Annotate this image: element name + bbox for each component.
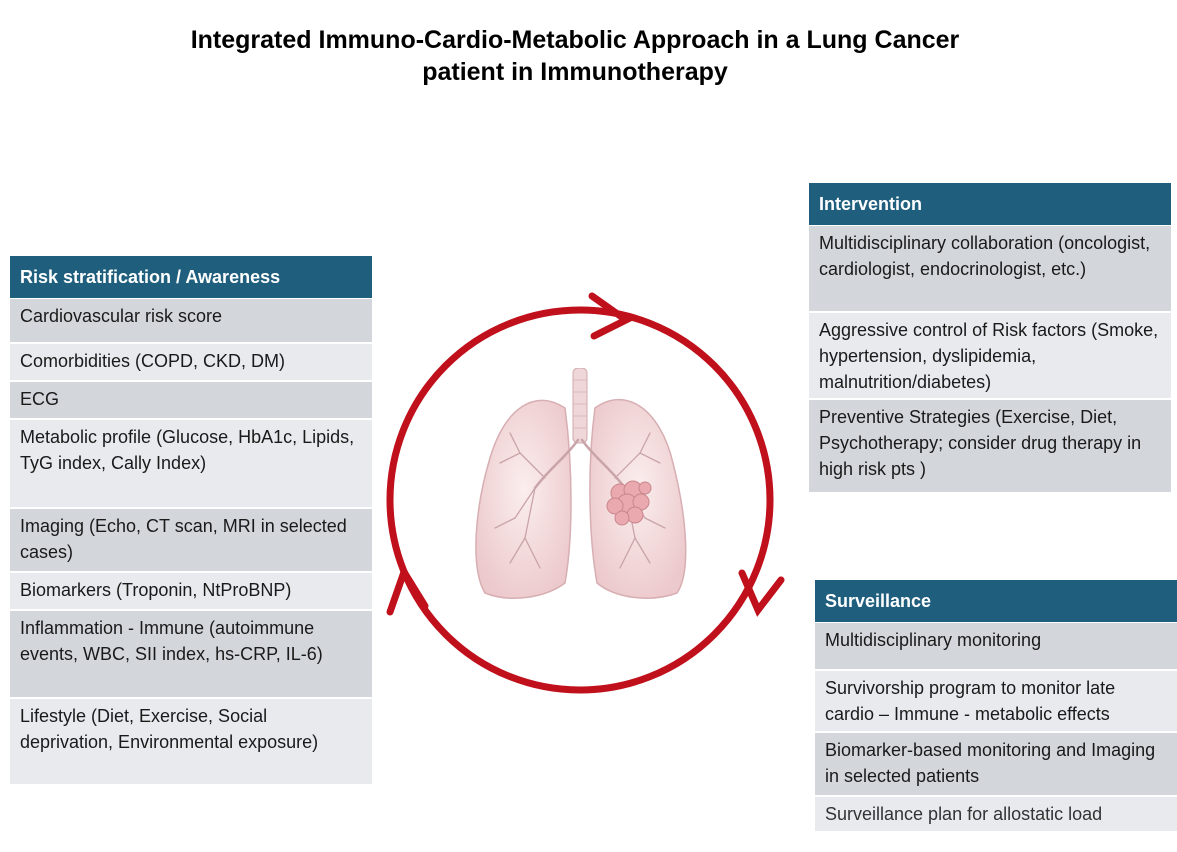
risk-item: Inflammation - Immune (autoimmune events, WBC, SII index, hs-CRP, IL-6): [10, 611, 372, 699]
surveillance-item: Surveillance plan for allostatic load: [815, 797, 1177, 833]
intervention-item: Aggressive control of Risk factors (Smoke, hypertension, dyslipidemia, malnutrition/diabetes): [809, 313, 1171, 400]
risk-item: Imaging (Echo, CT scan, MRI in selected cases): [10, 509, 372, 573]
surveillance-item: Multidisciplinary monitoring: [815, 623, 1177, 671]
surveillance-panel: [815, 580, 1177, 833]
intervention-header: Intervention: [809, 183, 1171, 226]
risk-item: Metabolic profile (Glucose, HbA1c, Lipids, TyG index, Cally Index): [10, 420, 372, 509]
risk-item: Comorbidities (COPD, CKD, DM): [10, 344, 372, 382]
diagram-title: [60, 24, 1090, 88]
intervention-item: Multidisciplinary collaboration (oncologist, cardiologist, endocrinologist, etc.): [809, 226, 1171, 313]
risk-item: Cardiovascular risk score: [10, 299, 372, 344]
intervention-item: Preventive Strategies (Exercise, Diet, Psychotherapy; consider drug therapy in high risk pts ): [809, 400, 1171, 494]
risk-panel: [10, 256, 372, 786]
risk-item: Lifestyle (Diet, Exercise, Social deprivation, Environmental exposure): [10, 699, 372, 786]
intervention-panel: [809, 183, 1171, 494]
title-line-2: patient in Immunotherapy: [422, 58, 728, 86]
surveillance-header: Surveillance: [815, 580, 1177, 623]
title-line-1: Integrated Immuno-Cardio-Metabolic Approach in a Lung Cancer: [190, 26, 960, 54]
risk-item: ECG: [10, 382, 372, 420]
surveillance-item: Biomarker-based monitoring and Imaging in selected patients: [815, 733, 1177, 797]
lungs-icon: [465, 368, 695, 608]
surveillance-item: Survivorship program to monitor late cardio – Immune - metabolic effects: [815, 671, 1177, 733]
risk-item: Biomarkers (Troponin, NtProBNP): [10, 573, 372, 611]
risk-header: Risk stratification / Awareness: [10, 256, 372, 299]
